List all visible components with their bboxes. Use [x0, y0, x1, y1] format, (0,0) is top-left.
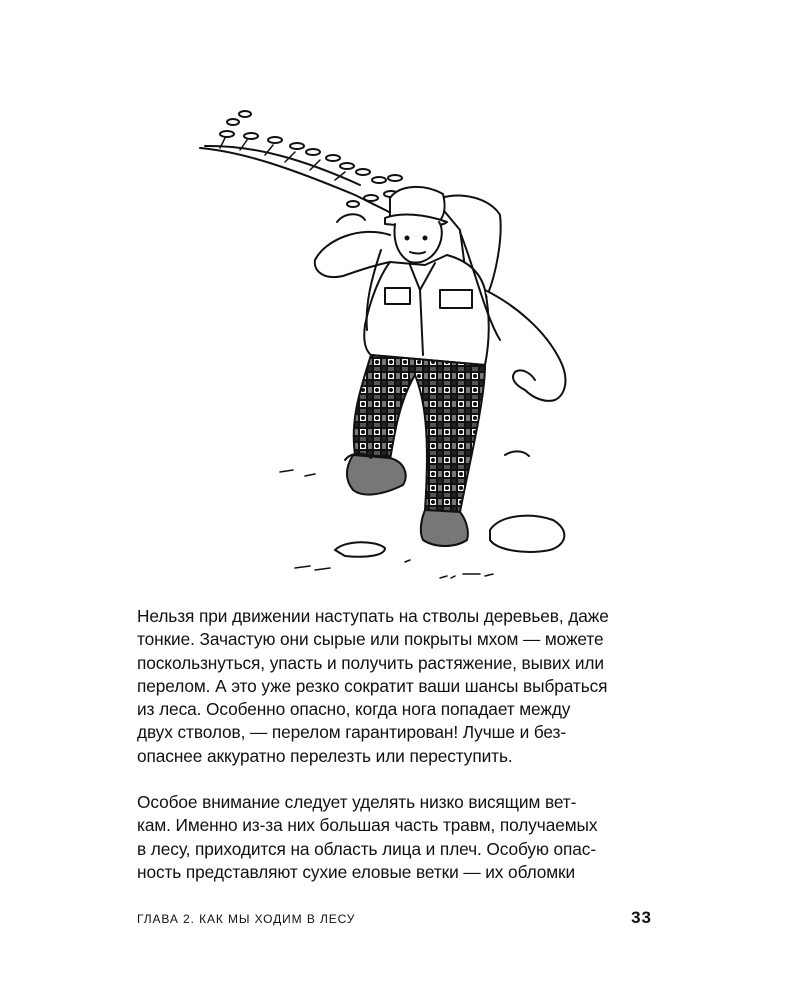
text-line: в лесу, приходится на область лица и плеч. Особую опас- [137, 838, 596, 859]
body-text [137, 605, 657, 884]
text-line: двух стволов, — перелом гарантирован! Лучше и без- [137, 722, 567, 743]
paragraph [137, 605, 657, 768]
text-line: ность представляют сухие еловые ветки — их обломки [137, 861, 576, 882]
hiker-illustration [185, 100, 615, 585]
text-line: кам. Именно из-за них большая часть травм, получаемых [137, 815, 598, 836]
running-head: ГЛАВА 2. КАК МЫ ХОДИМ В ЛЕСУ [137, 912, 356, 926]
page-footer [137, 908, 652, 928]
text-line: опаснее аккуратно перелезть или переступить. [137, 745, 513, 766]
text-line: перелом. А это уже резко сократит ваши шансы выбраться [137, 675, 608, 696]
hiker-pushing-branch-icon [185, 100, 615, 585]
text-line: из леса. Особенно опасно, когда нога попадает между [137, 699, 571, 720]
text-line: поскользнуться, упасть и получить растяжение, вывих или [137, 652, 604, 673]
paragraph [137, 791, 657, 884]
text-line: Особое внимание следует уделять низко висящим вет- [137, 792, 577, 813]
text-line: тонкие. Зачастую они сырые или покрыты мхом — можете [137, 629, 604, 650]
text-line: Нельзя при движении наступать на стволы деревьев, даже [137, 606, 609, 626]
page-number: 33 [631, 908, 652, 927]
